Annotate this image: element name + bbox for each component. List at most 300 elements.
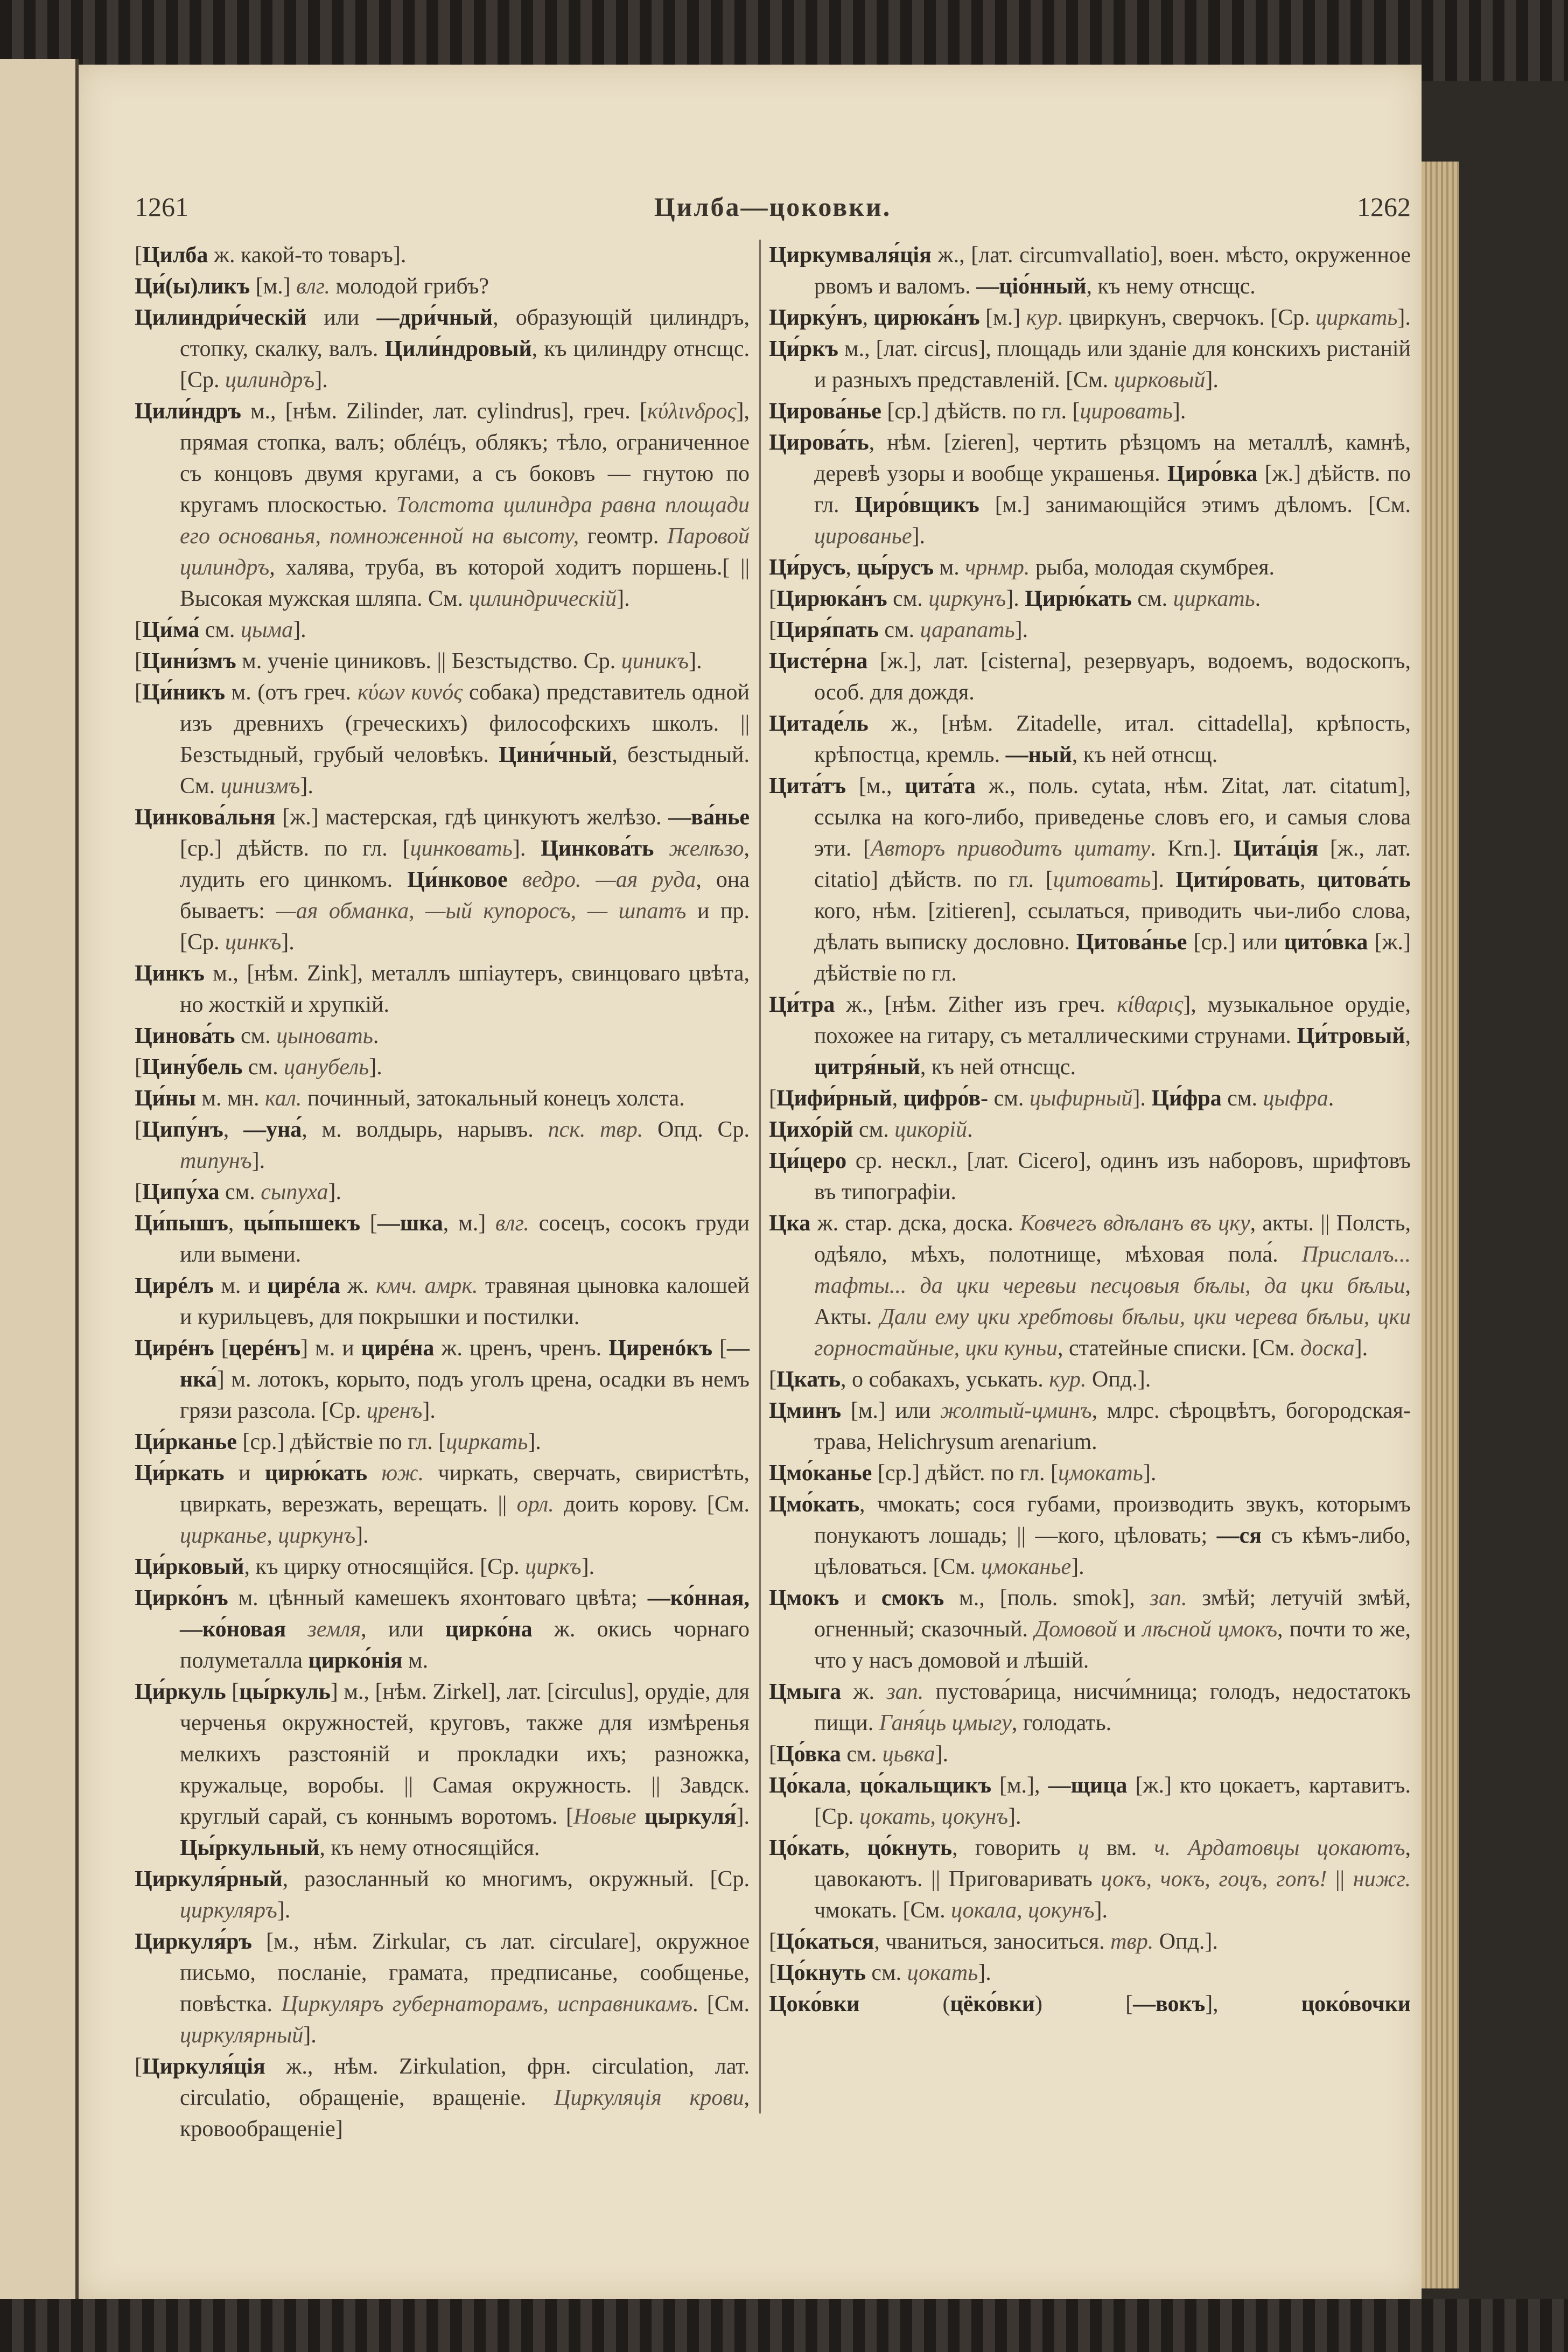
italic-text: циркулярный (180, 2023, 304, 2048)
entry-text: рыба, молодая скумбрея. (1030, 555, 1275, 580)
entry-text (654, 836, 669, 861)
entry-text: и (224, 1461, 265, 1486)
entry-text (286, 1617, 307, 1642)
headword: —щица (1048, 1773, 1128, 1798)
entry-text: ж. стар. дска, доска. (810, 1211, 1020, 1236)
dictionary-entry (135, 1114, 750, 1177)
entry-text: , м. волдырь, нарывъ. (302, 1117, 548, 1142)
entry-text: ]. (303, 2023, 317, 2048)
entry-text: ]. (528, 1430, 541, 1454)
entry-text: м., [лат. circus], площадь или зданіе для конскихъ ристаній и разныхъ представленій. [См. (814, 337, 1411, 393)
headword: Цкать (776, 1367, 841, 1392)
dictionary-entry (769, 1739, 1411, 1770)
entry-text: или (306, 305, 377, 330)
entry-text: м. (402, 1648, 429, 1673)
headword: Ци́фра (1151, 1086, 1222, 1111)
entry-text: ]. (912, 524, 926, 549)
headword: Цо́каться (776, 1929, 874, 1954)
headword: Ци́ркуль (135, 1679, 226, 1704)
headword: Ци́ркать (135, 1461, 225, 1486)
entry-text: , почти то же, что у насъ домовой и лѣшій. (814, 1617, 1411, 1673)
entry-text: см. (235, 1024, 277, 1048)
entry-text: м., [поль. smok], (944, 1586, 1150, 1611)
headword: Цинкова́ть (541, 836, 654, 861)
headword: Цинкъ (135, 961, 205, 986)
headword: Ци́ма́ (142, 618, 200, 642)
headword: Цирюка́нъ (776, 586, 887, 611)
entry-text: . Krn.]. (1150, 836, 1234, 861)
headword: Циренóкъ (608, 1336, 712, 1361)
entry-text: , или (361, 1617, 446, 1642)
headword: Цита́ція (1233, 836, 1319, 861)
right-column (769, 240, 1411, 2020)
entry-text: [ (135, 2054, 142, 2079)
dictionary-entry (135, 1676, 750, 1864)
dictionary-entry (769, 1395, 1411, 1458)
dictionary-entry (135, 1270, 750, 1333)
entry-text: , говорить (952, 1836, 1078, 1860)
entry-text: см. (887, 586, 929, 611)
entry-text: [ (712, 1336, 727, 1361)
entry-text: , кровообращеніе] (180, 2085, 750, 2141)
italic-text: Толстота цилиндра равна площади его основанья, помноженной на высоту, (180, 493, 750, 549)
headword: цирéла (267, 1273, 340, 1298)
italic-text: цинковать (410, 836, 513, 861)
headword: Цминъ (769, 1398, 842, 1423)
headword: Цоко́вки (769, 1992, 860, 2017)
entry-text: ]. (300, 774, 313, 799)
entry-text: ]. (1071, 1555, 1084, 1579)
entry-text: ]. (1094, 1898, 1108, 1923)
entry-text: пустова́рица, нисчи́мница; голодъ, недостатокъ пищи. (814, 1679, 1411, 1735)
dictionary-entry (135, 302, 750, 396)
dictionary-entry (769, 771, 1411, 989)
entry-text: , (844, 1836, 867, 1860)
entry-text: [ср.] или (1187, 930, 1284, 955)
headword: Цилиндри́ческій (135, 305, 307, 330)
entry-text: [ (769, 1367, 776, 1392)
dictionary-entry (769, 1364, 1411, 1395)
headword: Ци́церо (769, 1149, 847, 1173)
entry-text: [ср.] дѣйств. по гл. [ (180, 836, 410, 861)
italic-text: цилиндрическій (468, 586, 617, 611)
italic-text: цокать, цокунъ (859, 1804, 1008, 1829)
dictionary-entry (135, 677, 750, 802)
entry-text: ж. окись чорнаго полуметалла (180, 1617, 750, 1673)
dictionary-entry (769, 1083, 1411, 1114)
entry-text: ]. (689, 649, 702, 674)
entry-text: [ (769, 586, 776, 611)
headword: Ци́рковый (135, 1555, 244, 1579)
headword: —ко́нная, —ко́новая (180, 1586, 750, 1642)
headword: цирко́на (445, 1617, 533, 1642)
entry-text: ] м. лотокъ, корыто, подъ уголъ црена, осадки въ немъ грязи разсола. [Ср. (180, 1367, 750, 1423)
headword: Циря́пать (776, 618, 879, 642)
entry-text: ]. (1397, 305, 1411, 330)
italic-text: кмч. амрк. (376, 1273, 478, 1298)
headword: цирко́нія (308, 1648, 403, 1673)
italic-text: цьвка (882, 1742, 935, 1767)
headword: Ципу́ха (142, 1180, 220, 1205)
column-rule (759, 240, 761, 2113)
entry-text: , (845, 555, 857, 580)
italic-text: циркъ (525, 1555, 582, 1579)
italic-text: цыфра (1263, 1086, 1328, 1111)
entry-text: , (228, 1211, 244, 1236)
entry-text: [ (769, 618, 776, 642)
dictionary-entry (135, 1551, 750, 1583)
entry-text: ], прямая стопка, валъ; облéцъ, облякъ; тѣло, ограниченное съ концовъ двумя кругами, а съ боковъ — гнутою по кругамъ плоскостью. (180, 399, 750, 517)
entry-text: молодой грибъ? (330, 274, 489, 299)
entry-text: цвиркунъ, сверчокъ. [Ср. (1063, 305, 1316, 330)
italic-text: земля (307, 1617, 361, 1642)
entry-text: [ж.] дѣйств. по гл. (814, 461, 1411, 517)
headword: Цихо́рій (769, 1117, 853, 1142)
entry-text: м. мн. (195, 1086, 265, 1111)
entry-text: , м.] (443, 1211, 496, 1236)
italic-text: зап. (886, 1679, 924, 1704)
entry-text: [ж.] дѣйствіе по гл. (814, 930, 1411, 986)
italic-text: цанубель (284, 1055, 369, 1080)
headword: цо́кнуть (867, 1836, 953, 1860)
dictionary-entry (135, 958, 750, 1020)
dictionary-entry (135, 1052, 750, 1083)
entry-text: ]. (422, 1398, 436, 1423)
entry-text: ]. (281, 930, 295, 955)
headword: Циркуля́рный (135, 1867, 283, 1892)
entry-text: [ (135, 243, 142, 268)
entry-text: ж., [лат. circumvallatio], воен. мѣсто, окруженное рвомъ и валомъ. (814, 243, 1411, 299)
italic-text: цыма (240, 618, 293, 642)
entry-text: [м.], (991, 1773, 1048, 1798)
dictionary-entry (135, 1926, 750, 2051)
entry-text: ж. какой-то товаръ]. (208, 243, 407, 268)
italic-text: лѣсной цмокъ (1142, 1617, 1278, 1642)
entry-text: , къ цилиндру отнсщс. [Ср. (180, 337, 750, 393)
entry-text: , (892, 1086, 904, 1111)
entry-text: ж., поль. cytata, нѣм. Zitat, лат. citatum], ссылка на кого-либо, приведенье словъ его, и самыя слова эти. [ (814, 774, 1411, 861)
italic-text: Циркуляція крови (554, 2085, 744, 2110)
headword: Цирéнъ (135, 1336, 214, 1361)
entry-text: м., [нѣм. Zilinder, лат. cylindrus], греч. [ (241, 399, 647, 424)
entry-text: кого, нѣм. [zitieren], ссылаться, приводить чьи-либо слова, дѣлать выписку дословно. (814, 899, 1411, 955)
italic-text: Домовой (1034, 1617, 1117, 1642)
scan-bottom-border (0, 2299, 1568, 2352)
entry-text: , образующій цилиндръ, стопку, скалку, валъ. (180, 305, 750, 361)
entry-text: ( (859, 1992, 950, 2017)
entry-text (508, 867, 522, 892)
italic-text: ч. Ардатовцы цокаютъ (1154, 1836, 1405, 1860)
entry-text: , млрс. сѣроцвѣтъ, богородская-трава, Helichrysum arenarium. (814, 1398, 1411, 1454)
italic-text: циркать (1315, 305, 1398, 330)
entry-text: ]. (581, 1555, 595, 1579)
entry-text: ]. (355, 1523, 369, 1548)
italic-text: чрнмр. (965, 555, 1030, 580)
entry-text: , голодать. (1011, 1711, 1112, 1735)
italic-text: цинкъ (225, 930, 282, 955)
italic-text: циркать (446, 1430, 528, 1454)
dictionary-entry (769, 1114, 1411, 1145)
entry-text: см. (219, 1180, 261, 1205)
dictionary-entry (769, 708, 1411, 771)
italic-text: типунъ (180, 1149, 252, 1173)
entry-text: и (839, 1586, 881, 1611)
headword: —вокъ (1133, 1992, 1206, 2017)
dictionary-entry (135, 240, 750, 271)
italic-text: цирканье, циркунъ (180, 1523, 356, 1548)
headword: —нка́ (180, 1336, 750, 1392)
headword: Цирю́кать (1025, 586, 1132, 611)
entry-text: ср. нескл., [лат. Cicero], одинъ изъ наборовъ, шрифтовъ въ типографіи. (814, 1149, 1411, 1205)
italic-text: жолтый-цминъ (940, 1398, 1092, 1423)
dictionary-entry (769, 1926, 1411, 1957)
italic-text: ведро. —ая руда (522, 867, 696, 892)
italic-text: цыфирный (1029, 1086, 1133, 1111)
left-column (135, 240, 750, 2145)
italic-text: κύων κυνός (357, 680, 463, 705)
headword: Циркумваля́ція (769, 243, 932, 268)
entry-text (636, 1804, 645, 1829)
entry-text: [ср.] дѣйствіе по гл. [ (236, 1430, 446, 1454)
italic-text: цмоканье (981, 1555, 1072, 1579)
headword: Цка (769, 1211, 811, 1236)
entry-text: ) [ (1035, 1992, 1133, 2017)
italic-text: орл. (516, 1492, 554, 1517)
entry-text: собака) представитель одной изъ древнихъ (греческихъ) философскихъ школъ. || Безстыдный, грубый человѣкъ. (180, 680, 750, 767)
dictionary-entry (769, 240, 1411, 302)
italic-text: доска (1300, 1336, 1355, 1361)
entry-text: см. (1221, 1086, 1263, 1111)
dictionary-entry (769, 1208, 1411, 1364)
entry-text: , безстыдный. См. (180, 743, 750, 799)
entry-text: ж., [нѣм. Zither изъ греч. (835, 992, 1117, 1017)
italic-text: —ая обманка, —ый купоросъ, — шпатъ (276, 899, 687, 923)
entry-text: ]. (935, 1742, 949, 1767)
italic-text: цмокать (1058, 1461, 1143, 1486)
dictionary-entry (135, 1208, 750, 1270)
headword: Цитаде́ль (769, 711, 869, 736)
entry-text: [м.] (250, 274, 297, 299)
headword: цитова́ть (1317, 867, 1411, 892)
entry-text: м., [нѣм. Zink], металлъ шпіаутеръ, свинцоваго цвѣта, но жосткій и хрупкій. (180, 961, 750, 1017)
italic-text: кур. (1049, 1367, 1087, 1392)
entry-text: . (967, 1117, 973, 1142)
entry-text: [ (135, 1055, 142, 1080)
headword: цирюка́нъ (873, 305, 980, 330)
dictionary-entry (135, 1020, 750, 1052)
italic-text: влг. (495, 1211, 529, 1236)
italic-text: цикорій (894, 1117, 967, 1142)
entry-text: ]. (251, 1149, 265, 1173)
entry-text: [ (135, 1117, 142, 1142)
entry-text: [ (769, 1929, 776, 1954)
entry-text: , разосланный ко многимъ, окружный. [Ср. (282, 1867, 750, 1892)
entry-text: см. (878, 618, 920, 642)
italic-text: Авторъ приводитъ цитату (871, 836, 1151, 861)
entry-text: ]. (369, 1055, 382, 1080)
entry-text: геомтр. (579, 524, 667, 549)
entry-text: , (862, 305, 874, 330)
italic-text: сыпуха (261, 1180, 328, 1205)
entry-text: ]. (277, 1898, 291, 1923)
entry-text: . (1328, 1086, 1334, 1111)
entry-text: , Акты. (814, 1273, 1411, 1329)
dictionary-entry (135, 1083, 750, 1114)
entry-text: м. цѣнный камешекъ яхонтоваго цвѣта; (228, 1586, 648, 1611)
dictionary-entry (135, 1864, 750, 1926)
entry-text: , къ цирку относящійся. [Ср. (244, 1555, 526, 1579)
dictionary-entry (769, 1676, 1411, 1739)
headword: церéнъ (228, 1336, 301, 1361)
headword: Цо́кать (769, 1836, 844, 1860)
entry-text: , къ ней отнсщ. (1072, 743, 1218, 767)
entry-text: ]. (1354, 1336, 1368, 1361)
italic-text: желѣзо (669, 836, 744, 861)
headword: Циро́вщикъ (855, 493, 979, 517)
entry-text: ]. (1151, 867, 1176, 892)
dictionary-entry (769, 1957, 1411, 1989)
entry-text: ]. (736, 1804, 750, 1829)
headword: цо́кальщикъ (859, 1773, 991, 1798)
entry-text: см. (988, 1086, 1030, 1111)
entry-text: , (1405, 1024, 1411, 1048)
entry-text: доить корову. [См. (554, 1492, 750, 1517)
italic-text: цокать (907, 1961, 978, 1985)
italic-text: цыновать (276, 1024, 373, 1048)
entry-text: травяная цыновка калошей и курильцевъ, для покрышки и постилки. (180, 1273, 750, 1329)
italic-text: влг. (296, 274, 331, 299)
headword: Цита́тъ (769, 774, 846, 799)
entry-text: [ж., лат. citatio] дѣйств. по гл. [ (814, 836, 1411, 892)
headword: Ци́русъ (769, 555, 846, 580)
headword: цитря́ный (814, 1055, 920, 1080)
dictionary-entry (769, 583, 1411, 614)
entry-text: [ (769, 1086, 776, 1111)
entry-text: . (1255, 586, 1261, 611)
italic-text: Дали ему цки хребтовы бѣльи, цки черева бѣльи, цки горностайные, цки куньи (814, 1305, 1411, 1361)
italic-text: цокъ, чокъ, гоцъ, гопъ! (1101, 1867, 1327, 1892)
headword: Цо́вка (776, 1742, 841, 1767)
italic-text: цирковый (1114, 368, 1206, 393)
entry-text: , акты. || Полсть, одѣяло, мѣхъ, полотнище, мѣховая пола́. (814, 1211, 1411, 1267)
entry-text: вм. (1089, 1836, 1154, 1860)
headword: —ва́нье (668, 805, 750, 830)
headword: Цмокъ (769, 1586, 839, 1611)
entry-text: [м.] (979, 305, 1026, 330)
entry-text: ]. (1132, 1086, 1152, 1111)
entry-text: [ж.] кто цокаетъ, картавитъ. [Ср. (814, 1773, 1411, 1829)
headword: Цирко́нъ (135, 1586, 228, 1611)
page-stack-edge (1422, 162, 1459, 2288)
entry-text: [м., (846, 774, 905, 799)
entry-text: ]. (293, 618, 306, 642)
entry-text: ]. (978, 1961, 991, 1985)
entry-text: Опд. Ср. (643, 1117, 750, 1142)
italic-text: нижг. (1353, 1867, 1411, 1892)
headword: Ци́нковое (407, 867, 508, 892)
italic-text: царапать (920, 618, 1015, 642)
italic-text: циркуляръ (180, 1898, 277, 1923)
entry-text: ]. (1172, 399, 1186, 424)
entry-text: ]. (1014, 618, 1028, 642)
entry-text: сосецъ, сосокъ груди или вымени. (180, 1211, 750, 1267)
headword: Циркуля́ція (142, 2054, 265, 2079)
headword: —дри́чный (376, 305, 493, 330)
headword: Ципу́нъ (142, 1117, 223, 1142)
left-page-number: 1261 (135, 192, 188, 222)
headword: Цирку́нъ (769, 305, 863, 330)
headword: Цини́змъ (142, 649, 236, 674)
dictionary-entry (769, 1489, 1411, 1583)
headword: Цили́ндръ (135, 399, 241, 424)
italic-text: Прислалъ... тафты... да цки черевьи песцовыя бѣлы, да цки бѣльи (814, 1242, 1411, 1298)
entry-text: см. (841, 1742, 883, 1767)
entry-text: , статейные списки. [См. (1058, 1336, 1301, 1361)
italic-text: зап. (1150, 1586, 1187, 1611)
italic-text: цренъ (367, 1398, 423, 1423)
headword: Цилба (142, 243, 208, 268)
entry-text: , къ нему относящійся. (319, 1836, 540, 1860)
headword: Ци́рканье (135, 1430, 237, 1454)
entry-text: ]. (314, 368, 328, 393)
italic-text: цилиндръ (225, 368, 315, 393)
entry-text: [ (769, 1961, 776, 1985)
dictionary-entry (135, 646, 750, 677)
entry-text: см. (242, 1055, 284, 1080)
dictionary-entry (135, 1333, 750, 1426)
italic-text: твр. (1110, 1929, 1154, 1954)
italic-text: κύλινδρος (647, 399, 737, 424)
headword: Цмыга (769, 1679, 842, 1704)
headword: цоко́вочки (1301, 1992, 1411, 2017)
italic-text: ц (1077, 1836, 1089, 1860)
italic-text: цировать (1080, 399, 1173, 424)
entry-text: , къ ней отнсщс. (920, 1055, 1076, 1080)
entry-text: , чмокать; сося губами, производить звукъ, которымъ понукаютъ лошадь; || —кого, цѣловать; (814, 1492, 1411, 1548)
running-header (135, 191, 1411, 229)
entry-text: , цавокаютъ. || Приговаривать (814, 1836, 1411, 1892)
entry-text: съ кѣмъ-либо, цѣловаться. [См. (814, 1523, 1411, 1579)
dictionary-entry (769, 427, 1411, 552)
italic-text: циркунъ (928, 586, 1006, 611)
entry-text: , къ нему отнсщс. (1086, 274, 1256, 299)
italic-text: Новые (573, 1804, 636, 1829)
previous-page-edge (0, 59, 79, 2305)
italic-text: цитовать (1053, 867, 1151, 892)
entry-text: см. (865, 1961, 907, 1985)
italic-text: цокала, цокунъ (951, 1898, 1095, 1923)
headword: цирéна (361, 1336, 435, 1361)
headword: цыркуля́ (645, 1804, 737, 1829)
headword: —шка (377, 1211, 443, 1236)
entry-text: ж. (841, 1679, 887, 1704)
dictionary-entry (769, 1458, 1411, 1489)
entry-text: [ср.] дѣйст. по гл. [ (872, 1461, 1058, 1486)
entry-text: ]. (512, 836, 541, 861)
headword: Цифи́рный (776, 1086, 892, 1111)
entry-text: ]. (1143, 1461, 1157, 1486)
dictionary-entry (769, 1583, 1411, 1676)
entry-text: [ (135, 618, 142, 642)
headword: Ци́ркъ (769, 337, 838, 361)
entry-text: м. и (213, 1273, 268, 1298)
dictionary-entry (769, 552, 1411, 583)
entry-text: , лудить его цинкомъ. (180, 836, 750, 892)
entry-text: [ (135, 680, 142, 705)
entry-text: , она бываетъ: (180, 867, 750, 923)
entry-text: . [См. (692, 1992, 750, 2017)
dictionary-entry (135, 1458, 750, 1551)
